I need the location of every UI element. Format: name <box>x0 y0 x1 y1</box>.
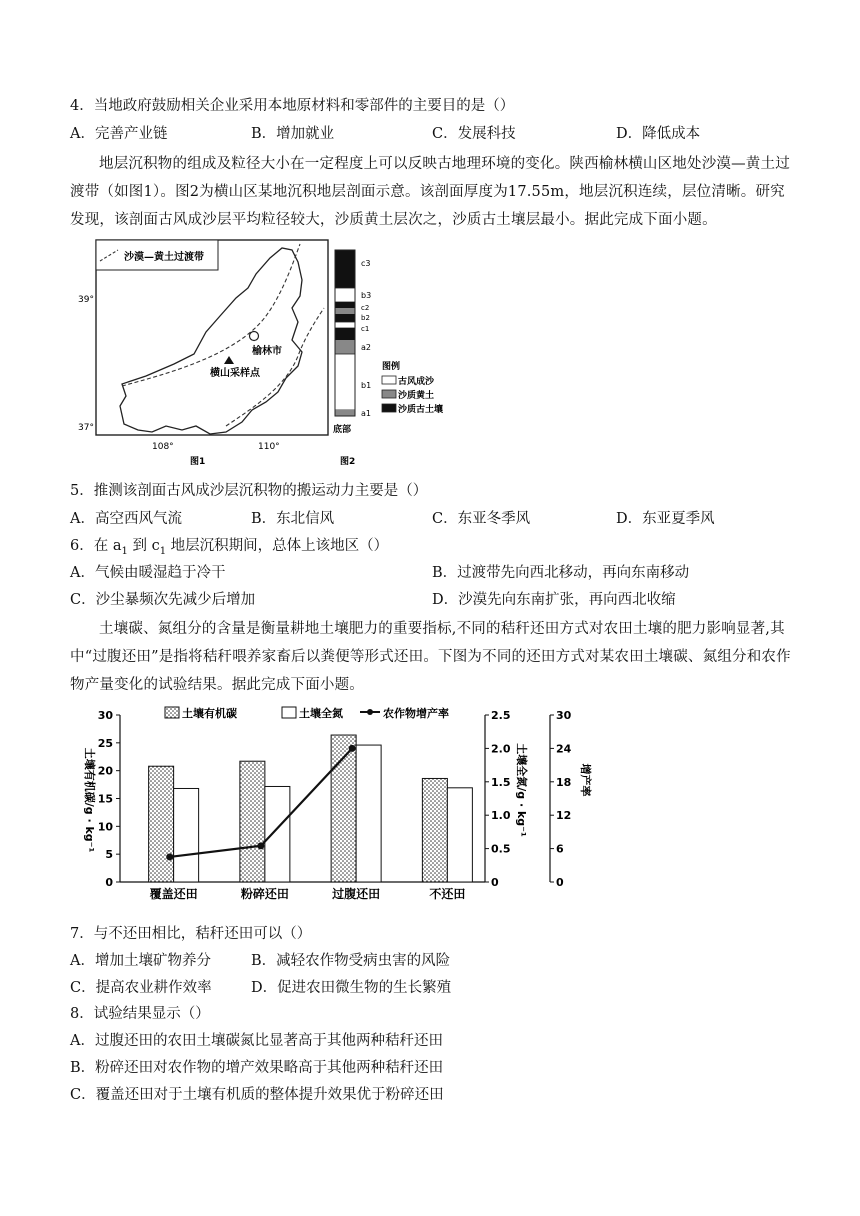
bar-carbon <box>149 766 174 882</box>
fertility-chart <box>70 700 610 910</box>
bar-carbon <box>240 761 265 882</box>
point-yield <box>166 853 173 860</box>
column-legend-title: 图例 <box>382 362 401 372</box>
tick-label-left: 30 <box>97 709 113 722</box>
tick-label-right: 24 <box>556 742 572 756</box>
category-label: 粉碎还田 <box>240 887 289 901</box>
legend-swatch-sand <box>382 376 396 384</box>
legend-swatch-nitrogen <box>282 707 296 718</box>
city-marker <box>250 332 259 341</box>
tick-label-left: 25 <box>97 736 113 750</box>
layer-label-c2: c2 <box>361 304 370 312</box>
bar-nitrogen <box>265 786 290 882</box>
q6-option-c: C．沙尘暴频次先减少后增加 <box>70 592 256 608</box>
legend-nitrogen: 土壤全氮 <box>299 707 343 720</box>
tick-label-right: 0 <box>556 876 564 889</box>
q7-option-c: C．提高农业耕作效率 <box>70 980 212 996</box>
legend-item-loess: 沙质黄土 <box>398 391 435 401</box>
category-label: 不还田 <box>429 887 466 901</box>
q5-option-c: C．东亚冬季风 <box>432 511 531 527</box>
q4-option-b: B．增加就业 <box>251 126 335 142</box>
fig2-caption: 图2 <box>340 457 356 467</box>
layer-label-b2: b2 <box>361 314 370 322</box>
tick-label-left: 10 <box>97 820 113 834</box>
tick-label-middle: 1.5 <box>491 775 511 789</box>
lon-108: 108° <box>152 442 174 452</box>
bar-nitrogen <box>447 788 472 882</box>
tick-label-middle: 0 <box>491 876 499 889</box>
tick-label-middle: 1.0 <box>491 809 511 823</box>
point-yield <box>257 842 264 849</box>
bar-nitrogen <box>174 788 199 882</box>
q5-option-b: B．东北信风 <box>251 511 335 527</box>
tick-label-middle: 2.0 <box>491 742 511 756</box>
figure-map-and-section <box>78 236 486 470</box>
q7-option-a: A．增加土壤矿物养分 <box>70 953 211 969</box>
tick-label-right: 6 <box>556 842 564 856</box>
layer-label-a2: a2 <box>361 343 371 352</box>
q5-option-a: A．高空西风气流 <box>70 511 182 527</box>
layer-label-c3: c3 <box>361 259 371 268</box>
lon-110: 110° <box>258 442 280 452</box>
legend-yield: 农作物增产率 <box>383 707 449 720</box>
q7-stem: 7．与不还田相比，秸秆还田可以（） <box>70 926 312 942</box>
tick-label-middle: 0.5 <box>491 842 511 856</box>
ylabel-right: 增产率 <box>579 763 592 797</box>
layer-label-a1: a1 <box>361 409 371 418</box>
q8-option-c: C．覆盖还田对于土壤有机质的整体提升效果优于粉碎还田 <box>70 1087 444 1103</box>
q8-stem: 8．试验结果显示（） <box>70 1006 210 1022</box>
q4-stem: 4．当地政府鼓励相关企业采用本地原材料和零部件的主要目的是（） <box>70 98 515 114</box>
category-label: 过腹还田 <box>332 887 381 901</box>
tick-label-right: 12 <box>556 809 572 823</box>
tick-label-left: 15 <box>97 792 113 806</box>
legend-swatch-paleosol <box>382 404 396 412</box>
q8-option-b: B．粉碎还田对农作物的增产效果略高于其他两种秸秆还田 <box>70 1060 444 1076</box>
tick-label-right: 30 <box>556 709 572 722</box>
layer-label-b3: b3 <box>361 291 372 300</box>
q6-option-b: B．过渡带先向西北移动，再向东南移动 <box>432 565 690 581</box>
q7-option-d: D．促进农田微生物的生长繁殖 <box>251 980 452 996</box>
legend-swatch-carbon <box>165 707 179 718</box>
q5-option-d: D．东亚夏季风 <box>616 511 715 527</box>
tick-label-left: 20 <box>97 764 113 778</box>
legend-item-sand: 古风成沙 <box>398 377 435 387</box>
ylabel-left: 土壤有机碳/g · kg⁻¹ <box>83 747 96 853</box>
q4-option-d: D．降低成本 <box>616 126 701 142</box>
lat-37: 37° <box>78 423 94 433</box>
q4-option-c: C．发展科技 <box>432 126 516 142</box>
q7-option-b: B．减轻农作物受病虫害的风险 <box>251 953 451 969</box>
map-legend-label: 沙漠—黄土过渡带 <box>124 252 204 263</box>
lat-39: 39° <box>78 295 94 305</box>
passage-2: 土壤碳、氮组分的含量是衡量耕地土壤肥力的重要指标,不同的秸秆还田方式对农田土壤的肥力影响显著,其中“过腹还田”是指将秸秆喂养家畜后以粪便等形式还田。下图为不同的还田方式对某农田土壤碳、氮组分和农作物产量变化的试验结果。据此完成下面小题。 <box>70 621 791 693</box>
q8-option-a: A．过腹还田的农田土壤碳氮比显著高于其他两种秸秆还田 <box>70 1033 443 1049</box>
fig1-caption: 图1 <box>190 457 206 467</box>
tick-label-middle: 2.5 <box>491 709 511 722</box>
legend-carbon: 土壤有机碳 <box>182 707 237 720</box>
q6-option-d: D．沙漠先向东南扩张，再向西北收缩 <box>432 592 676 608</box>
q5-stem: 5．推测该剖面古风成沙层沉积物的搬运动力主要是（） <box>70 483 428 499</box>
bar-carbon <box>422 778 447 882</box>
q4-option-a: A．完善产业链 <box>70 126 168 142</box>
ylabel-middle: 土壤全氮/g · kg⁻¹ <box>515 743 528 837</box>
point-yield <box>349 745 356 752</box>
q6-stem: 6．在 $a_1$ 到 $c_1$ 地层沉积期间，总体上该地区（） <box>70 538 389 557</box>
tick-label-left: 0 <box>105 876 113 889</box>
category-label: 覆盖还田 <box>149 887 198 901</box>
layer-label-c1: c1 <box>361 325 370 333</box>
bar-nitrogen <box>356 745 381 882</box>
legend-item-paleosol: 沙质古土壤 <box>398 405 444 415</box>
site-label: 横山采样点 <box>210 368 260 379</box>
city-label: 榆林市 <box>252 346 282 357</box>
layer-label-b1: b1 <box>361 381 372 390</box>
stratigraphic-column <box>335 250 355 416</box>
passage-1: 地层沉积物的组成及粒径大小在一定程度上可以反映古地理环境的变化。陕西榆林横山区地处沙漠—黄土过渡带（如图1）。图2为横山区某地沉积地层剖面示意。该剖面厚度为17.55m，地层沉积连续，层位清晰。研究发现，该剖面古风成沙层平均粒径较大，沙质黄土层次之，沙质古土壤层最小。据此完成下面小题。 <box>70 156 790 228</box>
legend-swatch-loess <box>382 390 396 398</box>
tick-label-right: 18 <box>556 775 572 789</box>
column-bottom-label: 底部 <box>333 425 352 435</box>
tick-label-left: 5 <box>105 848 113 862</box>
q6-option-a: A．气候由暖湿趋于冷干 <box>70 565 226 581</box>
